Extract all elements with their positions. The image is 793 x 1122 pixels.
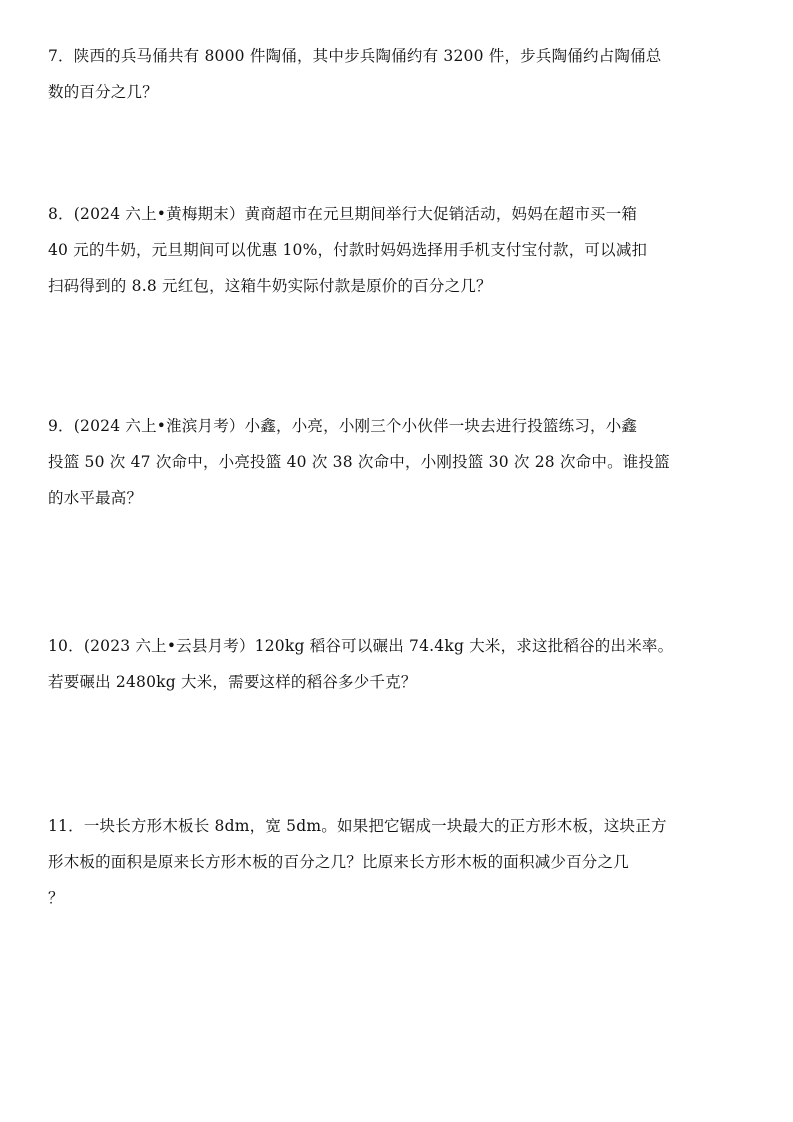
problem-8-line-3: 扫码得到的 8.8 元红包，这箱牛奶实际付款是原价的百分之几？ [48, 277, 492, 295]
problem-9-line-3: 的水平最高？ [48, 489, 143, 507]
problem-8-line-2: 40 元的牛奶，元旦期间可以优惠 10%，付款时妈妈选择用手机支付宝付款，可以减扣 [48, 241, 648, 259]
problem-7 [48, 38, 753, 110]
problem-8 [48, 196, 753, 304]
problem-9 [48, 408, 753, 516]
problem-8-line-1: 8．(2024 六上•黄梅期末）黄商超市在元旦期间举行大促销活动，妈妈在超市买一箱 [48, 205, 638, 223]
problem-11 [48, 808, 753, 916]
problem-10-line-1: 10．(2023 六上•云县月考）120kg 稻谷可以碾出 74.4kg 大米，求这批稻谷的出米率。 [48, 637, 674, 655]
problem-7-line-1: 7．陕西的兵马俑共有 8000 件陶俑，其中步兵陶俑约有 3200 件，步兵陶俑约占陶俑总 [48, 47, 662, 65]
problem-10-line-2: 若要碾出 2480kg 大米，需要这样的稻谷多少千克？ [48, 673, 417, 691]
problem-9-line-2: 投篮 50 次 47 次命中，小亮投篮 40 次 38 次命中，小刚投篮 30 次 28 次命中。谁投篮 [48, 453, 670, 471]
problem-11-line-2: 形木板的面积是原来长方形木板的百分之几？比原来长方形木板的面积减少百分之几 [48, 853, 629, 871]
problem-11-line-1: 11．一块长方形木板长 8dm，宽 5dm。如果把它锯成一块最大的正方形木板，这块正方 [48, 817, 667, 835]
problem-7-line-2: 数的百分之几？ [48, 83, 158, 101]
problem-10 [48, 628, 753, 700]
problem-11-line-3: ？ [48, 889, 64, 907]
problem-9-line-1: 9．(2024 六上•淮滨月考）小鑫，小亮，小刚三个小伙伴一块去进行投篮练习，小鑫 [48, 417, 638, 435]
